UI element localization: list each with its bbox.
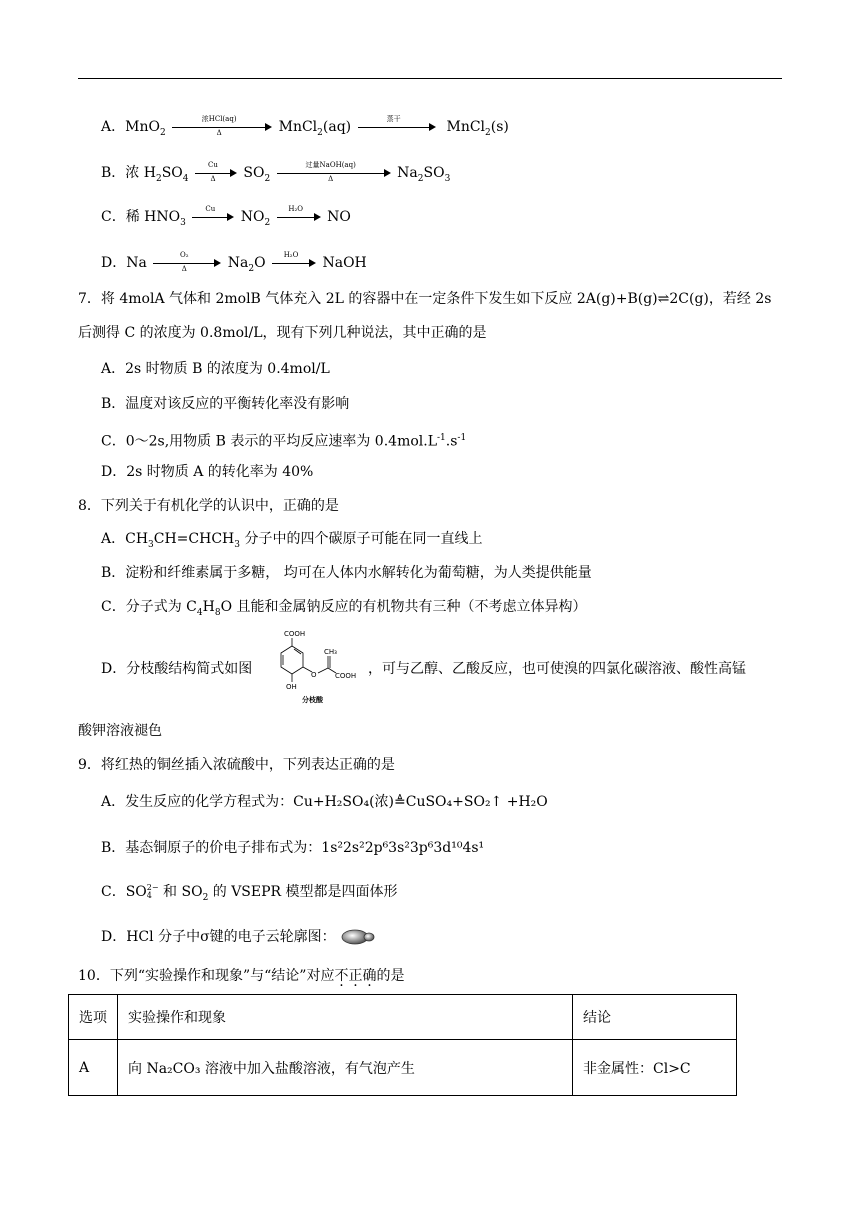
q8-option-a: A．$CH_3CH=CHCH_3$ 分子中的四个碳原子可能在同一直线上 — [101, 531, 483, 550]
q9-option-c: C．SO 2− 4 和 $SO_2$ 的 VSEPR 模型都是四面体形 — [101, 883, 398, 903]
table-header-cell: 实验操作和现象 — [118, 995, 573, 1040]
table-header-row — [69, 995, 737, 1040]
chorismic-acid-structure — [270, 628, 362, 706]
reaction-arrow: H₂O — [277, 207, 321, 227]
q6-option-a: A．MnO$_2$ 浓HCl(aq) Δ MnCl$_2$(aq) 蒸干 MnCl$_2$(s) — [101, 115, 509, 138]
reaction-arrow: Cu — [192, 207, 234, 227]
q9-option-a: A．发生反应的化学方程式为：Cu+H₂SO₄(浓)≜CuSO₄+SO₂↑ +H₂O — [101, 794, 548, 810]
table-cell-operation: 向 Na₂CO₃ 溶液中加入盐酸溶液，有气泡产生 — [118, 1040, 573, 1096]
structure-label-oh: OH — [286, 683, 297, 691]
q6-option-d: D．Na $\frac{\text{O₂}}{\Delta}$ $Na_2O$ H₂O NaOH — [101, 251, 367, 274]
q7-stem-line2: 后测得 C 的浓度为 0.8mol/L，现有下列几种说法，其中正确的是 — [78, 325, 487, 341]
q6-option-c: C．稀 $HNO_3$ Cu $NO_2$ H₂O NO — [101, 205, 351, 228]
reaction-arrow: $\frac{\text{O₂}}{\Delta}$ — [153, 253, 221, 273]
reaction-arrow: H₂O — [272, 253, 316, 273]
q7-option-a: A．2s 时物质 B 的浓度为 0.4mol/L — [101, 361, 330, 377]
q8-option-d-end: ，可与乙醇、乙酸反应，也可使溴的四氯化碳溶液、酸性高锰 — [368, 661, 746, 677]
table-cell-conclusion: 非金属性：Cl>C — [573, 1040, 737, 1096]
q10-stem: 10．下列“实验操作和现象”与“结论”对应不正确的是 — [78, 968, 405, 984]
equation: Cu+H₂SO₄(浓)≜CuSO₄+SO₂↑ +H₂O — [293, 794, 548, 810]
header-rule — [78, 78, 782, 79]
table-header-cell: 结论 — [573, 995, 737, 1040]
q9-option-d: D．HCl 分子中σ键的电子云轮廓图： — [101, 927, 376, 947]
q8-stem: 8．下列关于有机化学的认识中，正确的是 — [78, 498, 339, 514]
q8-option-d-line2: 酸钾溶液褪色 — [78, 723, 162, 739]
experiment-table — [68, 994, 737, 1096]
table-cell-option: A — [69, 1040, 118, 1096]
q7-option-b: B．温度对该反应的平衡转化率没有影响 — [101, 396, 350, 412]
electron-config: 1s²2s²2p⁶3s²3p⁶3d¹⁰4s¹ — [321, 840, 485, 856]
reaction-arrow: 浓HCl(aq) Δ — [172, 117, 272, 137]
q9-stem: 9．将红热的铜丝插入浓硫酸中，下列表达正确的是 — [78, 757, 395, 773]
reaction-arrow: $\frac{Cu}{\Delta}$ — [195, 163, 237, 183]
q7-option-d: D．2s 时物质 A 的转化率为 40% — [101, 464, 314, 480]
table-row — [69, 1040, 737, 1096]
q7-stem-line1: 7．将 4molA 气体和 2molB 气体充入 2L 的容器中在一定条件下发生如下反应 2A(g)+B(g)⇌2C(g)，若经 2s — [78, 291, 772, 307]
table-header-cell: 选项 — [69, 995, 118, 1040]
structure-caption: 分枝酸 — [302, 696, 323, 704]
structure-label-cooh-2: COOH — [335, 672, 357, 680]
reaction-arrow: 蒸干 — [358, 117, 436, 137]
q8-option-d-start: D．分枝酸结构简式如图 — [101, 661, 253, 677]
reaction-arrow: 过量NaOH(aq) Δ — [277, 163, 391, 183]
structure-label-o: O — [311, 671, 317, 679]
q7-option-c: C．0～2s,用物质 B 表示的平均反应速率为 $0.4mol.L^{-1}.s^{-1}$ — [101, 433, 467, 450]
structure-label-ch3: CH₃ — [324, 648, 337, 656]
q8-option-b: B．淀粉和纤维素属于多糖， 均可在人体内水解转化为葡萄糖，为人类提供能量 — [101, 565, 592, 581]
q9-option-b: B．基态铜原子的价电子排布式为：1s²2s²2p⁶3s²3p⁶3d¹⁰4s¹ — [101, 840, 485, 856]
sigma-bond-electron-cloud-icon — [340, 927, 376, 947]
q6-option-b: B．浓 $H_2SO_4$ $\frac{Cu}{\Delta}$ $SO_2$ 过量NaOH(aq) Δ $Na_2SO_3$ — [101, 161, 451, 184]
structure-label-cooh: COOH — [284, 630, 306, 638]
q8-option-c: C．分子式为 $C_4H_8O$ 且能和金属钠反应的有机物共有三种（不考虑立体异构） — [101, 599, 587, 618]
